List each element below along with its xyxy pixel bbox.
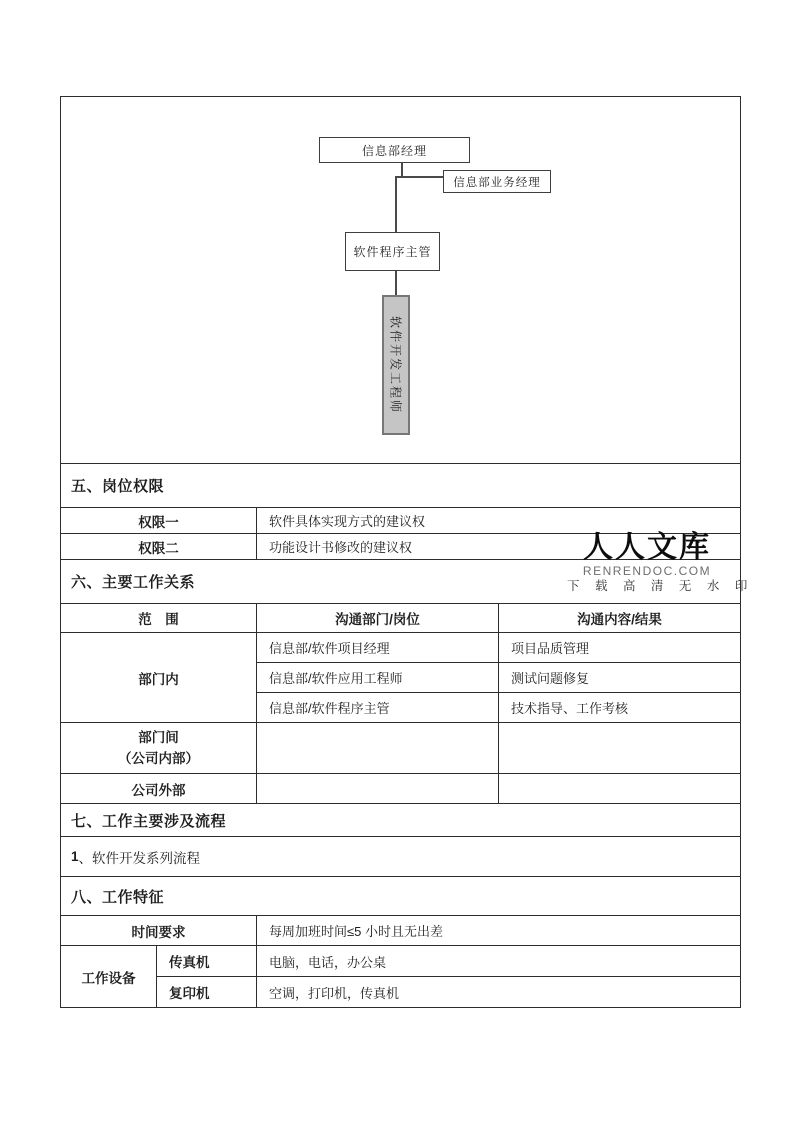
relations-scope-interdept-line2: （公司内部） xyxy=(118,751,199,766)
authority-content-2: 功能设计书修改的建议权 xyxy=(256,533,740,559)
org-node-program-supervisor xyxy=(345,232,440,271)
relations-external-content-empty xyxy=(498,773,740,803)
connector-vertical-line xyxy=(395,176,397,232)
org-node-software-engineer xyxy=(382,295,410,435)
traits-time-label: 时间要求 xyxy=(131,924,186,940)
relations-header-scope: 范 围 xyxy=(138,612,179,627)
authority-label-1: 权限一 xyxy=(138,514,179,530)
relations-internal-content-2: 测试问题修复 xyxy=(498,662,740,692)
process-item-number: 1 xyxy=(71,849,79,864)
relations-scope-external: 公司外部 xyxy=(61,773,256,803)
process-item xyxy=(61,836,740,876)
job-description-sheet xyxy=(60,96,754,1008)
section-title-process: 七、工作主要涉及流程 xyxy=(61,803,740,836)
traits-device-1: 传真机 xyxy=(156,945,256,976)
org-node-dept-manager-label: 信息部经理 xyxy=(361,143,427,158)
traits-table xyxy=(61,915,740,1007)
traits-time-content: 每周加班时间≤5 小时且无出差 xyxy=(256,916,740,945)
relations-interdept-dept-empty xyxy=(256,722,498,773)
watermark-slogan: 下 载 高 清 无 水 印 xyxy=(567,579,754,593)
connector-branch-line xyxy=(395,176,444,178)
traits-equipment-label: 工作设备 xyxy=(61,945,156,1007)
org-node-software-engineer-label: 软件开发工程师 xyxy=(388,315,403,415)
authority-content-1: 软件具体实现方式的建议权 xyxy=(256,508,740,533)
watermark-domain: RENRENDOC.COM xyxy=(582,564,712,578)
section-title-relations: 六、主要工作关系 xyxy=(61,559,740,603)
section-title-traits: 八、工作特征 xyxy=(61,876,740,915)
org-chart xyxy=(61,97,740,463)
org-node-business-manager xyxy=(443,170,551,193)
relations-external-dept-empty xyxy=(256,773,498,803)
watermark-brand: 人人文库 xyxy=(583,530,711,565)
relations-header-content: 沟通内容/结果 xyxy=(498,604,740,632)
org-node-dept-manager xyxy=(319,137,470,163)
connector-stub-bottom xyxy=(395,271,397,296)
org-node-business-manager-label: 信息部业务经理 xyxy=(453,176,541,189)
relations-header-dept: 沟通部门/岗位 xyxy=(256,604,498,632)
relations-scope-interdept xyxy=(61,722,256,773)
relations-table xyxy=(61,603,740,803)
relations-internal-dept-2: 信息部/软件应用工程师 xyxy=(256,662,498,692)
connector-stub-top xyxy=(401,163,403,177)
relations-scope-interdept-line1: 部门间 xyxy=(138,730,179,745)
authority-label-2: 权限二 xyxy=(61,533,256,559)
traits-device-2: 复印机 xyxy=(156,976,256,1007)
authority-table xyxy=(61,507,740,559)
traits-device-content-2: 空调，打印机，传真机 xyxy=(256,976,740,1007)
relations-interdept-content-empty xyxy=(498,722,740,773)
section-title-authority: 五、岗位权限 xyxy=(61,463,740,507)
relations-scope-internal: 部门内 xyxy=(61,632,256,722)
relations-internal-dept-3: 信息部/软件程序主管 xyxy=(256,692,498,722)
relations-internal-content-3: 技术指导、工作考核 xyxy=(498,692,740,722)
relations-internal-content-1: 项目品质管理 xyxy=(498,632,740,662)
relations-internal-dept-1: 信息部/软件项目经理 xyxy=(256,632,498,662)
process-item-text: 、软件开发系列流程 xyxy=(78,850,201,866)
traits-device-content-1: 电脑，电话，办公桌 xyxy=(256,945,740,976)
org-node-program-supervisor-label: 软件程序主管 xyxy=(353,245,432,259)
